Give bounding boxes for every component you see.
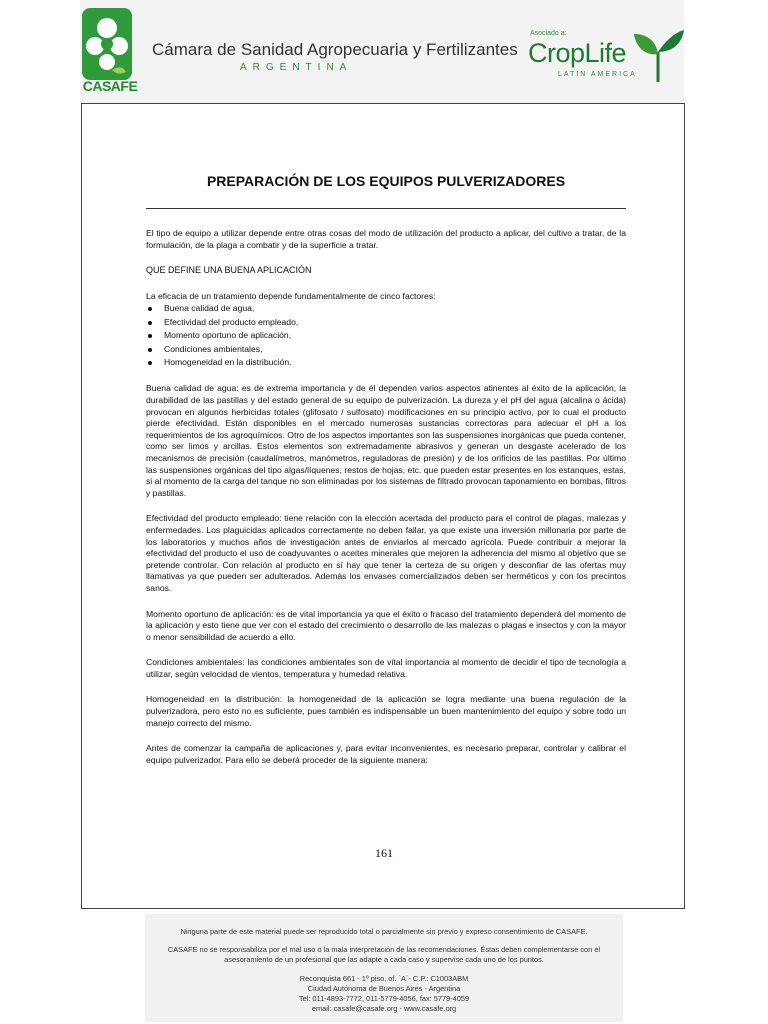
- paragraph-environmental-conditions: Condiciones ambientales: las condiciones ambientales son de vital importancia al momento de decidir el tipo de tecnología a utilizar, según velocidad de vientos, temperatura y humedad relativa.: [146, 657, 626, 679]
- factors-list: [146, 302, 626, 369]
- footer-disclaimer-line-2: asesoramiento de un profesional que las adapte a cada caso y supervise cada uno de los puntos.: [224, 955, 544, 964]
- footer-city-line: Ciudad Autónoma de Buenos Aires - Argentina: [307, 984, 461, 993]
- page-footer: [145, 914, 623, 1022]
- footer-contact-line: email: casafe@casafe.org - www.casafe.org: [311, 1004, 457, 1013]
- paragraph-before-campaign: Antes de comenzar la campaña de aplicaciones y, para evitar inconvenientes, es necesario preparar, controlar y calibrar el equipo pulverizador. Para ello se deberá proceder de la siguiente manera:: [146, 743, 626, 765]
- organization-country: ARGENTINA: [240, 62, 353, 73]
- paragraph-application-timing: Momento oportuno de aplicación: es de vital importancia ya que el éxito o fracaso del tratamiento dependerá del momento de la aplicación y esto tiene que ver con el estado del crecimiento o desarrollo de las malezas o plagas e insectos y con la mayor o menor sensibilidad de acuerdo a ello.: [146, 608, 626, 642]
- croplife-logo: [528, 24, 684, 88]
- footer-address: [145, 974, 623, 1014]
- page-header: [80, 0, 684, 103]
- croplife-associated-label: Asociado a:: [530, 30, 567, 37]
- croplife-name: CropLife: [528, 38, 627, 68]
- section-heading: QUE DEFINE UNA BUENA APLICACIÓN: [146, 265, 312, 276]
- list-item: Buena calidad de agua,: [146, 302, 626, 315]
- footer-disclaimer-line-1: CASAFE no se responsabiliza por el mal uso o la mala interpretación de las recomendaciones. Éstas deben complementarse con el: [167, 945, 601, 954]
- list-item: Homogeneidad en la distribución.: [146, 356, 626, 369]
- paragraph-product-effectiveness: Efectividad del producto empleado: tiene relación con la elección acertada del producto para el control de plagas, malezas y enfermedades. Los plaguicidas aplicados correctamente no deben fallar, ya que existe una inversión millonaria por parte de los laboratorios y muchos años de investigación antes de enviarlos al mercado agrícola. Puede contribuir a mejorar la efectividad del producto el uso de coadyuvantes o aceites minerales que mejoren la adherencia del mismo al objetivo que se pretende controlar. Con relación al producto en sí hay que tener la certeza de su origen y desconfiar de las ofertas muy llamativas ya que pueden ser adulterados. Además los envases comercializados deben ser herméticos y con los precintos sanos.: [146, 513, 626, 593]
- document-body: [146, 228, 626, 780]
- organization-name: Cámara de Sanidad Agropecuaria y Fertilizantes: [152, 40, 518, 59]
- paragraph-distribution-homogeneity: Homogeneidad en la distribución: la homogeneidad de la aplicación se logra mediante una buena regulación de la pulverizadora, pero esto no es suficiente, pues también es indispensable un buen mantenimiento del equipo y sobre todo un manejo correcto del mismo.: [146, 694, 626, 728]
- page-number: 161: [375, 846, 393, 860]
- croplife-leaf-icon: [632, 26, 684, 84]
- casafe-logo-text: CASAFE: [82, 78, 138, 94]
- paragraph-water-quality: Buena calidad de agua: es de extrema importancia y de él dependen varios aspectos atinentes al éxito de la aplicación, la durabilidad de las pastillas y del estado general de su equipo de pulverización. La dureza y el pH del agua (alcalina o ácida) provocan en algunos herbicidas totales (glifosato / sulfosato) modificaciones en su principio activo, por lo cual el producto pierde efectividad. Están disponibles en el mercado numerosas sustancias correctoras para adecuar el pH a los requerimientos de los agroquímicos. Otro de los aspectos importantes son las suspensiones inorgánicas que pueda contener, como ser limos y arcillas. Estos elementos son extremadamente abrasivos y generan un desgaste acelerado de los mecanismos de precisión (caudalímetros, manómetros, reguladoras de presión) y de los orificios de las pastillas. Por último las suspensiones orgánicas del tipo algas/líquenes, restos de hojas, etc. que pueden estar presentes en los estanques, estas, si al momento de la carga del tanque no son eliminadas por los sistemas de filtrado provocan taponamiento en bombas, filtros y pastillas.: [146, 383, 626, 498]
- title-divider: [146, 208, 626, 209]
- footer-address-line: Reconquista 661 - 1º piso, of. `A`- C.P.: C1003ABM: [299, 974, 469, 983]
- document-title: PREPARACIÓN DE LOS EQUIPOS PULVERIZADORES: [206, 173, 566, 189]
- list-item: Efectividad del producto empleado,: [146, 316, 626, 329]
- croplife-region: LATIN AMERICA: [558, 71, 637, 78]
- document-page: [81, 103, 685, 909]
- intro-paragraph: El tipo de equipo a utilizar depende entre otras cosas del modo de utilización del producto a aplicar, del cultivo a tratar, de la formulación, de la plaga a combatir y de la superficie a tratar.: [146, 228, 626, 250]
- footer-phone-line: Tel: 011-4893-7772, 011-5779-4056, fax: 5779-4059: [298, 994, 470, 1003]
- footer-copyright: Ninguna parte de este material puede ser reproducido total o parcialmente sin previo y expreso consentimiento de CASAFE.: [180, 927, 588, 936]
- list-item: Momento oportuno de aplicación,: [146, 329, 626, 342]
- factors-lead: La eficacia de un tratamiento depende fundamentalmente de cinco factores:: [146, 290, 436, 301]
- list-item: Condiciones ambientales,: [146, 343, 626, 356]
